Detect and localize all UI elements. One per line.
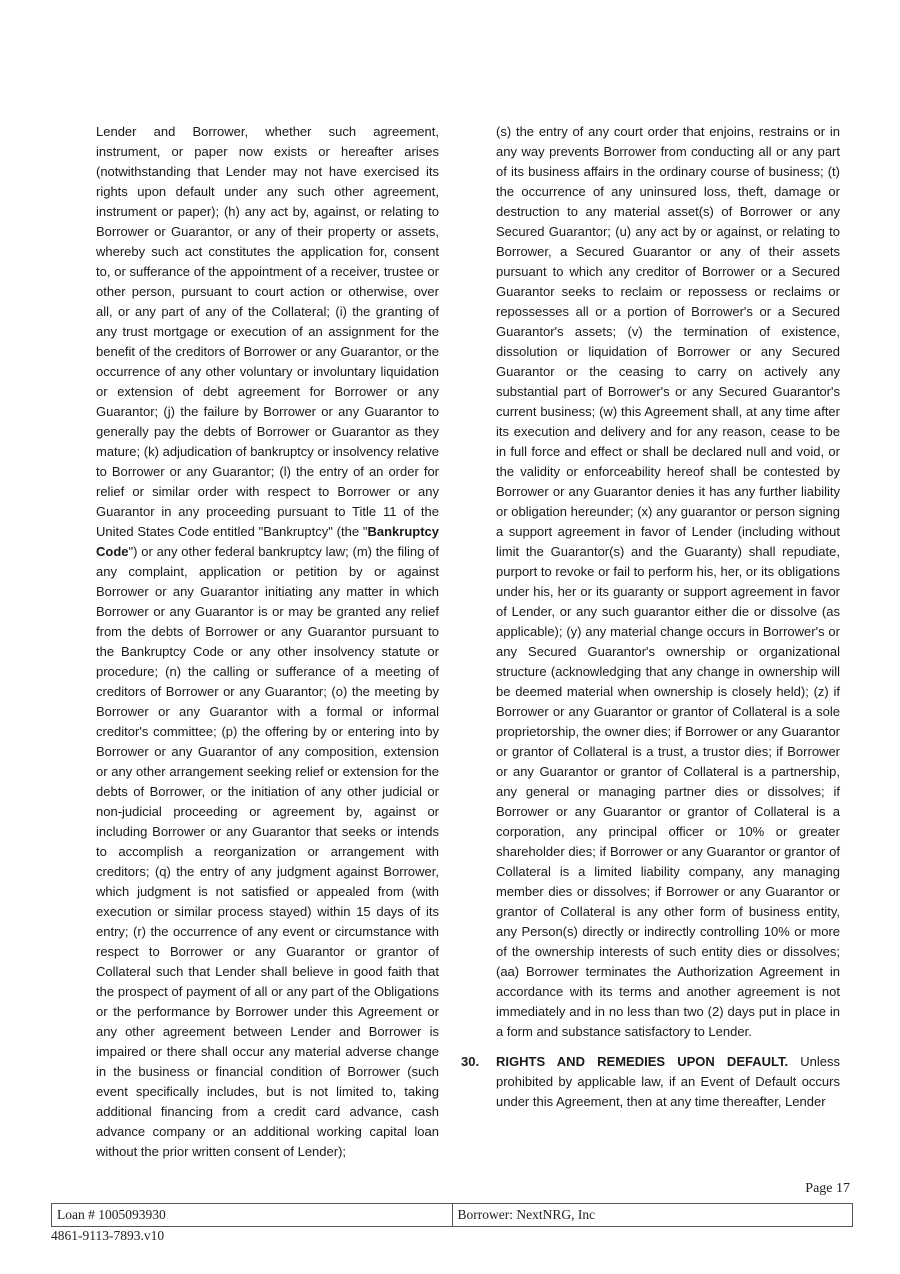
events-of-default-list-paragraph: (s) the entry of any court order that enjoins, restrains or in any way prevents Borrower from conducting all or any part of its business affairs in the ordinary course of business; (t) the occurrence of any uninsured loss, theft, damage or destruction to any material asset(s) of Borrower or any Secured Guarantor; (u) any act by or against, or relating to Borrower, a Secured Guarantor or any of their assets pursuant to which any creditor of Borrower or a Secured Guarantor seeks to reclaim or repossess or reclaims or repossesses all or a portion of Borrower's or a Secured Guarantor's assets; (v) the termination of existence, dissolution or liquidation of Borrower or any Secured Guarantor or the ceasing to carry on actively any substantial part of Borrower's or any Secured Guarantor's current business; (w) this Agreement shall, at any time after its execution and delivery and for any reason, cease to be in full force and effect or shall be declared null and void, or the validity or enforceability hereof shall be contested by Borrower or any Guarantor denies it has any further liability or obligation hereunder; (x) any guarantor or person signing a support agreement in favor of Lender (including without limit the Guarantor(s) and the Guaranty) shall repudiate, purport to revoke or fail to perform his, her, or its obligations under his, her or its guaranty or support agreement in favor of Lender, or any such guarantor either die or dissolve (as applicable); (y) any material change occurs in Borrower's or any Secured Guarantor's ownership or organizational structure (acknowledging that any change in ownership will be deemed material when ownership is closely held); (z) if Borrower or any Guarantor or grantor of Collateral is a sole proprietorship, the owner dies; if Borrower or any Guarantor or grantor of Collateral is a trust, a trustor dies; if Borrower or any Guarantor or grantor of Collateral is a partnership, any general or managing partner dies or dissolves; if Borrower or any Guarantor or grantor of Collateral is a corporation, any principal officer or 10% or greater shareholder dies; if Borrower or any Guarantor or grantor of Collateral is a limited liability company, any managing member dies or dissolves; if Borrower or any Guarantor or grantor of Collateral is any other form of business entity, any Person(s) directly or indirectly controlling 10% or more of the ownership interests of such entity dies or dissolves; (aa) Borrower terminates the Authorization Agreement in accordance with its terms and another agreement is not immediately and in no less than two (2) days put in place in a form and substance satisfactory to Lender. (496, 124, 840, 1039)
section-30 (461, 1052, 840, 1112)
loan-number-cell: Loan # 1005093930 (57, 1207, 166, 1222)
section-heading: RIGHTS AND REMEDIES UPON DEFAULT. (496, 1054, 789, 1069)
defined-term-bankruptcy-code: Bankruptcy Code (96, 524, 439, 559)
document-id: 4861-9113-7893.v10 (51, 1228, 165, 1243)
section-text: Unless prohibited by applicable law, if an Event of Default occurs under this Agreement, then at any time thereafter, Lender (496, 1054, 840, 1109)
paragraph-text-part-2: ") or any other federal bankruptcy law; (m) the filing of any complaint, application or petition by or against Borrower or any Guarantor initiating any matter in which Borrower or any Guarantor is or may be granted any relief from the debts of Borrower or any Guarantor pursuant to the Bankruptcy Code or any other insolvency statute or procedure; (n) the calling or sufferance of a meeting of creditors of Borrower or any Guarantor; (o) the meeting by Borrower or any Guarantor with a formal or informal creditor's committee; (p) the offering by or entering into by Borrower or any Guarantor of any composition, extension or any other arrangement seeking relief or extension for the debts of Borrower, or the initiation of any other judicial or non-judicial proceeding or agreement by, against or including Borrower or any Guarantor that seeks or intends to accomplish a reorganization or arrangement with creditors; (q) the entry of any judgment against Borrower, which judgment is not satisfied or appealed from (with execution or similar process stayed) within 15 days of its entry; (r) the occurrence of any event or circumstance with respect to Borrower or any Guarantor or grantor of Collateral such that Lender shall believe in good faith that the prospect of payment of all or any part of the Obligations or the performance by Borrower under this Agreement or any other agreement between Lender and Borrower is impaired or there shall occur any material adverse change in the business or financial condition of Borrower (such event specifically includes, but is not limited to, taking additional financing from a credit card advance, cash advance company or an additional working capital loan without the prior written consent of Lender); (96, 544, 439, 1159)
events-of-default-continued-paragraph (96, 122, 439, 1162)
section-30-paragraph (496, 1052, 840, 1112)
borrower-name-cell: Borrower: NextNRG, Inc (452, 1204, 853, 1226)
left-text-column (96, 122, 439, 1162)
right-text-column (461, 122, 840, 1112)
section-number: 30. (461, 1054, 480, 1069)
page-number: Page 17 (805, 1181, 850, 1196)
paragraph-text-part-1: Lender and Borrower, whether such agreement, instrument, or paper now exists or hereafter arises (notwithstanding that Lender may not have exercised its rights upon default under any such other agreement, instrument or paper); (h) any act by, against, or relating to Borrower or Guarantor, or any of their property or assets, whereby such act constitutes the application for, consent to, or sufferance of the appointment of a receiver, trustee or other person, pursuant to court action or otherwise, over all, or any part of any of the Collateral; (i) the granting of any trust mortgage or execution of an assignment for the benefit of the creditors of Borrower or any Guarantor, or the occurrence of any other voluntary or involuntary liquidation or extension of debt agreement for Borrower or any Guarantor; (j) the failure by Borrower or any Guarantor to generally pay the debts of Borrower or Guarantor as they mature; (k) adjudication of bankruptcy or insolvency relative to Borrower or any Guarantor; (l) the entry of an order for relief or similar order with respect to Borrower or any Guarantor in any proceeding pursuant to Title 11 of the United States Code entitled "Bankruptcy" (the " (96, 124, 439, 539)
footer-table (51, 1203, 853, 1227)
